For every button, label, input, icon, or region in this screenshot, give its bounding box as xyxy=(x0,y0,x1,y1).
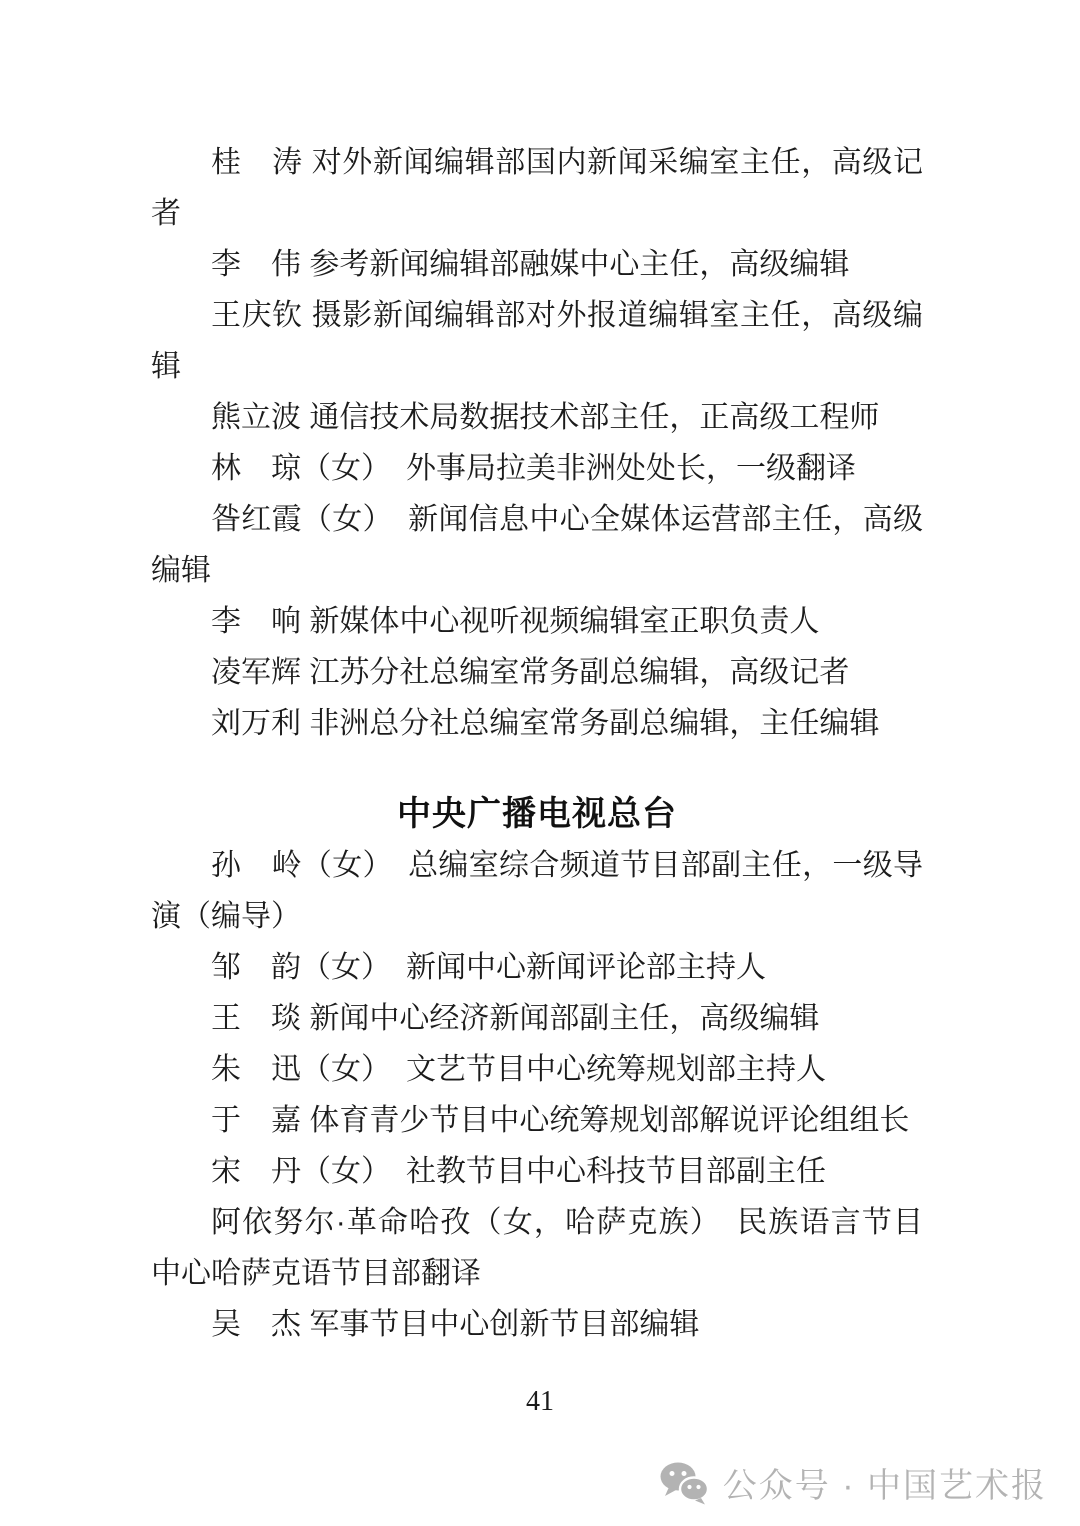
personnel-entry: 昝红霞（女） 新闻信息中心全媒体运营部主任，高级编辑 xyxy=(151,503,923,587)
personnel-entry: 王 琰 新闻中心经济新闻部副主任，高级编辑 xyxy=(211,1002,820,1035)
personnel-entry: 熊立波 通信技术局数据技术部主任，正高级工程师 xyxy=(211,401,880,434)
watermark xyxy=(659,1458,1047,1507)
personnel-entry: 刘万利 非洲总分社总编室常务副总编辑，主任编辑 xyxy=(211,707,880,740)
personnel-entry: 孙 岭（女） 总编室综合频道节目部副主任，一级导演（编导） xyxy=(151,849,923,933)
page-number: 41 xyxy=(526,1386,554,1417)
personnel-entry: 宋 丹（女） 社教节目中心科技节目部副主任 xyxy=(211,1155,826,1188)
personnel-entry: 于 嘉 体育青少节目中心统筹规划部解说评论组组长 xyxy=(211,1104,910,1137)
personnel-entry: 朱 迅（女） 文艺节目中心统筹规划部主持人 xyxy=(211,1053,826,1086)
personnel-entry: 李 响 新媒体中心视听视频编辑室正职负责人 xyxy=(211,605,820,638)
section-heading: 中央广播电视总台 xyxy=(397,795,677,833)
personnel-entry: 桂 涛 对外新闻编辑部国内新闻采编室主任，高级记者 xyxy=(151,146,923,230)
personnel-entry: 吴 杰 军事节目中心创新节目部编辑 xyxy=(211,1308,700,1341)
personnel-entry: 阿依努尔·革命哈孜（女，哈萨克族） 民族语言节目中心哈萨克语节目部翻译 xyxy=(151,1206,923,1290)
personnel-entry: 王庆钦 摄影新闻编辑部对外报道编辑室主任，高级编辑 xyxy=(151,299,923,383)
document-body xyxy=(151,137,923,1350)
personnel-entry: 凌军辉 江苏分社总编室常务副总编辑，高级记者 xyxy=(211,656,850,689)
personnel-entry: 邹 韵（女） 新闻中心新闻评论部主持人 xyxy=(211,951,766,984)
personnel-entry: 林 琼（女） 外事局拉美非洲处处长，一级翻译 xyxy=(211,452,856,485)
watermark-text: 公众号 · 中国艺术报 xyxy=(722,1467,1047,1505)
wechat-icon xyxy=(659,1461,711,1505)
personnel-entry: 李 伟 参考新闻编辑部融媒中心主任，高级编辑 xyxy=(211,248,850,281)
